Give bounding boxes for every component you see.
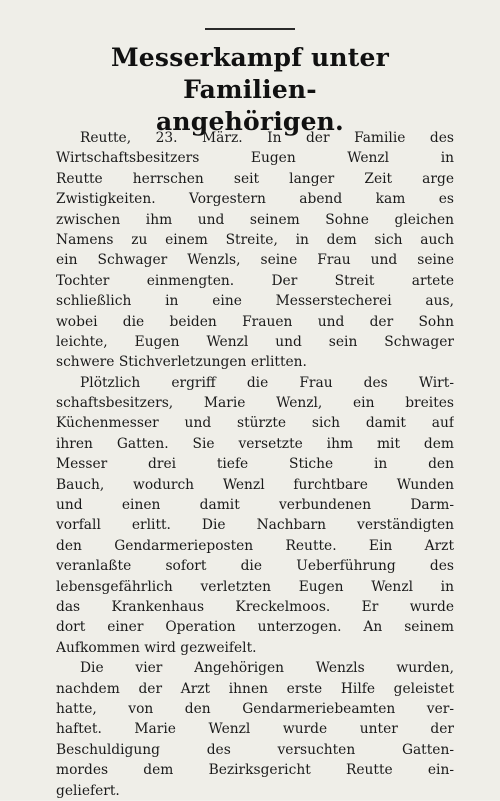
text-line: mordes dem Bezirksgericht Reutte ein- — [56, 762, 454, 779]
text-line: Aufkommen wird gezweifelt. — [56, 639, 257, 656]
text-line: ein Schwager Wenzls, seine Frau und seine — [56, 252, 454, 269]
text-line: hatte, von den Gendarmeriebeamten ver- — [56, 700, 454, 717]
text-line: Küchenmesser und stürzte sich damit auf — [56, 415, 454, 432]
text-line: veranlaßte sofort die Ueberführung des — [56, 558, 454, 575]
text-line: Zwistigkeiten. Vorgestern abend kam es — [56, 191, 454, 208]
text-line: Messer drei tiefe Stiche in den — [56, 456, 454, 473]
text-line: geliefert. — [56, 782, 120, 799]
text-line: ihren Gatten. Sie versetzte ihm mit dem — [56, 435, 454, 452]
text-line: lebensgefährlich verletzten Eugen Wenzl in — [56, 578, 454, 595]
article-body — [56, 128, 454, 801]
text-line: Plötzlich ergriff die Frau des Wirt- — [80, 374, 454, 391]
text-line: Reutte, 23. März. In der Familie des — [80, 130, 454, 146]
text-line: den Gendarmerieposten Reutte. Ein Arzt — [56, 537, 454, 554]
text-line: vorfall erlitt. Die Nachbarn verständigten — [56, 517, 454, 534]
text-line: Wirtschaftsbesitzers Eugen Wenzl in — [56, 150, 454, 167]
article-headline — [50, 42, 450, 138]
text-line: Beschuldigung des versuchten Gatten- — [56, 741, 454, 758]
headline-line-1: Messerkampf unter Familien- — [110, 43, 390, 104]
text-line: dort einer Operation unterzogen. An seinem — [56, 619, 454, 636]
text-line: Tochter einmengten. Der Streit artete — [56, 272, 454, 289]
text-line: zwischen ihm und seinem Sohne gleichen — [56, 211, 454, 228]
text-line: Reutte herrschen seit langer Zeit arge — [56, 170, 454, 187]
text-line: schließlich in eine Messerstecherei aus, — [56, 293, 454, 310]
text-line: nachdem der Arzt ihnen erste Hilfe geleistet — [56, 680, 454, 697]
text-line: schaftsbesitzers, Marie Wenzl, ein breites — [56, 395, 454, 412]
text-line: und einen damit verbundenen Darm- — [56, 497, 454, 514]
top-rule-divider — [205, 28, 295, 30]
text-line: wobei die beiden Frauen und der Sohn — [56, 313, 454, 330]
text-line: schwere Stichverletzungen erlitten. — [56, 354, 307, 371]
headline-line-2: angehörigen. — [156, 107, 344, 136]
text-line: haftet. Marie Wenzl wurde unter der — [56, 721, 454, 738]
text-line: das Krankenhaus Kreckelmoos. Er wurde — [56, 598, 454, 615]
text-line: Die vier Angehörigen Wenzls wurden, — [80, 660, 454, 677]
text-line: Namens zu einem Streite, in dem sich auch — [56, 231, 454, 248]
text-line: leichte, Eugen Wenzl und sein Schwager — [56, 333, 454, 350]
text-line: Bauch, wodurch Wenzl furchtbare Wunden — [56, 476, 454, 493]
